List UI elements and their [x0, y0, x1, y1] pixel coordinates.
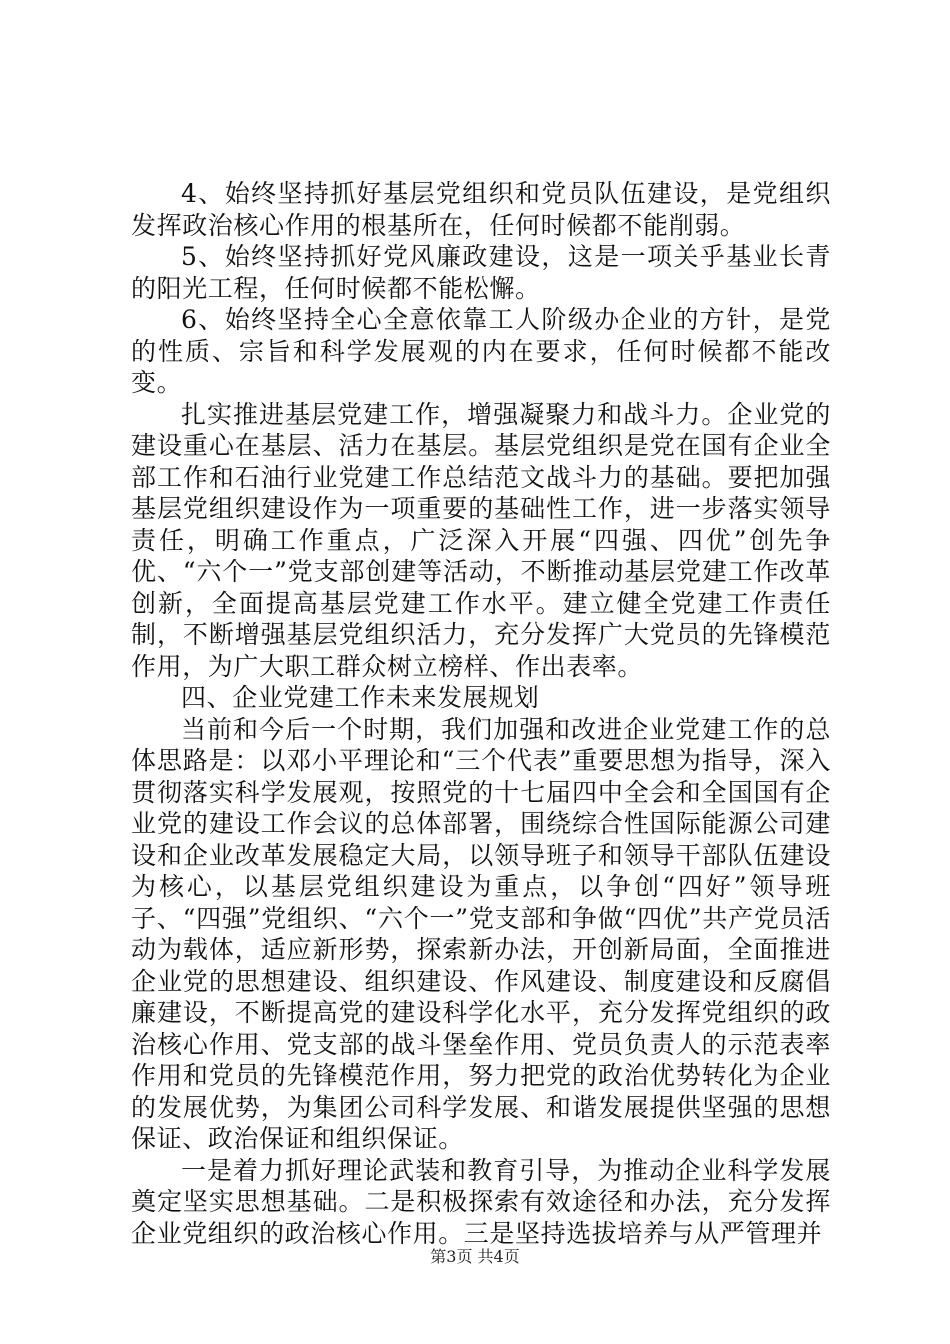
paragraph-grassroots-work: 扎实推进基层党建工作，增强凝聚力和战斗力。企业党的建设重心在基层、活力在基层。基层党组织是党在国有企业全部工作和石油行业党建工作总结范文战斗力的基础。要把加强基层党组织建设作为一项重要的基础性工作，进一步落实领导责任，明确工作重点，广泛深入开展“四强、四优”创先争优、“六个一”党支部创建等活动，不断推动基层党建工作改革创新，全面提高基层党建工作水平。建立健全党建工作责任制，不断增强基层党组织活力，充分发挥广大党员的先锋模范作用，为广大职工群众树立榜样、作出表率。 [131, 399, 831, 681]
paragraph-overall-approach: 当前和今后一个时期，我们加强和改进企业党建工作的总体思路是：以邓小平理论和“三个代表”重要思想为指导，深入贯彻落实科学发展观，按照党的十七届四中全会和全国国有企业党的建设工作会议的总体部署，围绕综合性国际能源公司建设和企业改革发展稳定大局，以领导班子和领导干部队伍建设为核心，以基层党组织建设为重点，以争创“四好”领导班子、“四强”党组织、“六个一”党支部和争做“四优”共产党员活动为载体，适应新形势，探索新办法，开创新局面，全面推进企业党的思想建设、组织建设、作风建设、制度建设和反腐倡廉建设，不断提高党的建设科学化水平，充分发挥党组织的政治核心作用、党支部的战斗堡垒作用、党员负责人的示范表率作用和党员的先锋模范作用，努力把党的政治优势转化为企业的发展优势，为集团公司科学发展、和谐发展提供坚强的思想保证、政治保证和组织保证。 [131, 714, 831, 1153]
paragraph-item-6: 6、始终坚持全心全意依靠工人阶级办企业的方针，是党的性质、宗旨和科学发展观的内在要求，任何时候都不能改变。 [131, 305, 831, 397]
paragraph-item-5: 5、始终坚持抓好党风廉政建设，这是一项关乎基业长青的阳光工程，任何时候都不能松懈。 [131, 242, 831, 303]
document-body [131, 178, 831, 1249]
page-number-footer: 第3页 共4页 [430, 1247, 520, 1266]
paragraph-item-4: 4、始终坚持抓好基层党组织和党员队伍建设，是党组织发挥政治核心作用的根基所在，任何时候都不能削弱。 [131, 179, 831, 240]
paragraph-measures: 一是着力抓好理论武装和教育引导，为推动企业科学发展奠定坚实思想基础。二是积极探索有效途径和办法，充分发挥企业党组织的政治核心作用。三是坚持选拔培养与从严管理并 [131, 1155, 831, 1248]
section-heading-four: 四、企业党建工作未来发展规划 [181, 683, 540, 712]
